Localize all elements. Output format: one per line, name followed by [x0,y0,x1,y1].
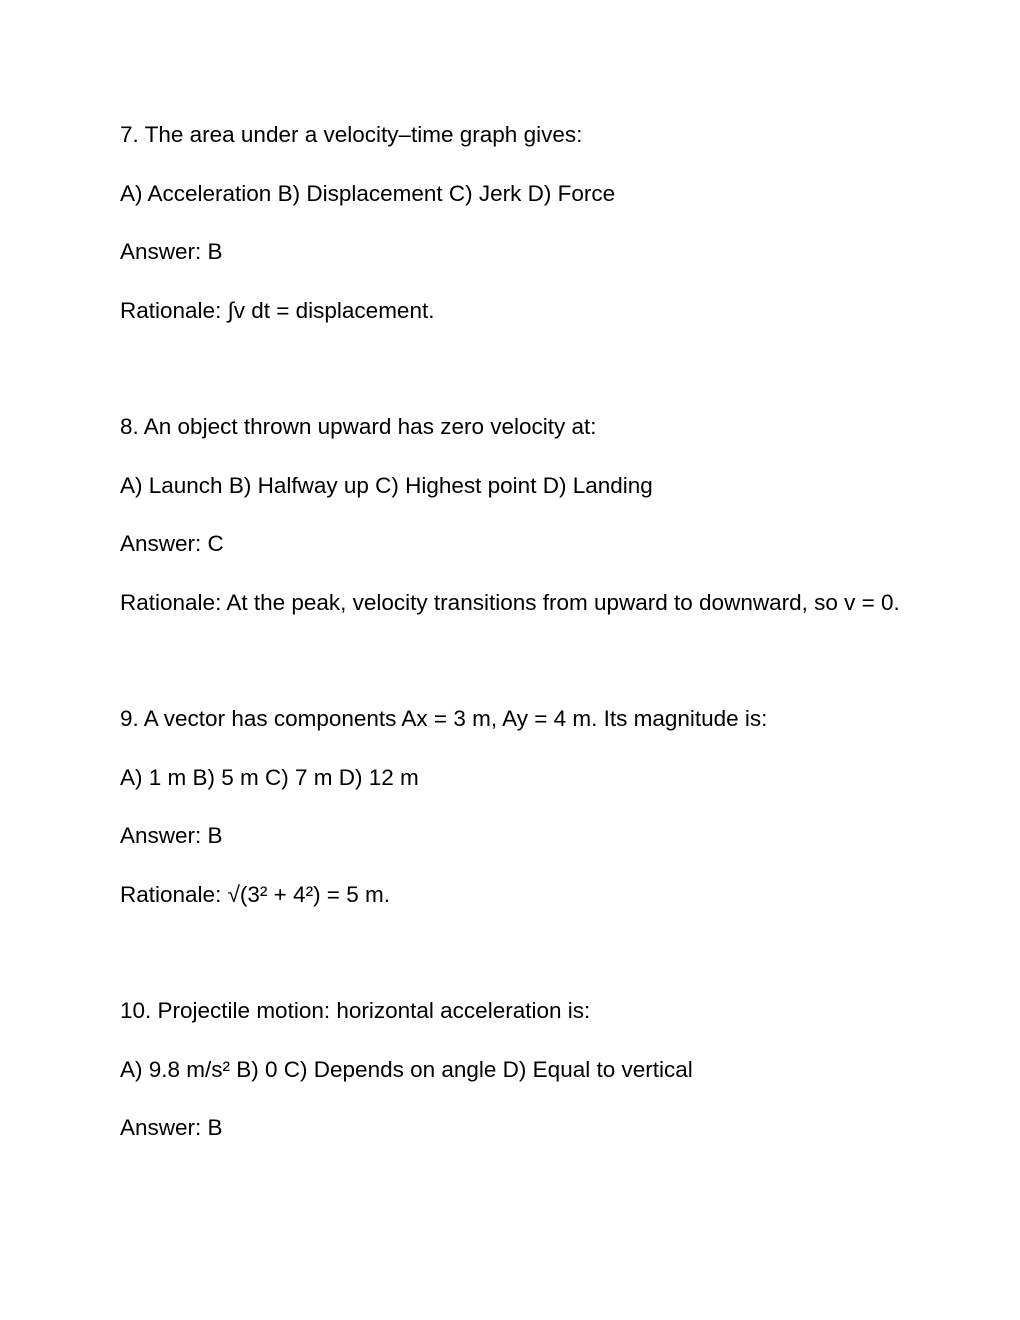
question-spacer [120,352,900,410]
answer-key: Answer: B [120,1115,223,1140]
rationale-text: Rationale: √(3² + 4²) = 5 m. [120,881,390,907]
answer-options: A) 9.8 m/s² B) 0 C) Depends on angle D) Equal to vertical [120,1056,693,1082]
rationale-text: Rationale: At the peak, velocity transitions from upward to downward, so v = 0. [120,589,900,615]
question-prompt: 9. A vector has components Ax = 3 m, Ay = 4 m. Its magnitude is: [120,706,768,731]
rationale-text: Rationale: ∫v dt = displacement. [120,297,435,323]
question-prompt: 8. An object thrown upward has zero velocity at: [120,414,597,439]
question-prompt: 10. Projectile motion: horizontal acceleration is: [120,998,591,1023]
answer-options: A) Acceleration B) Displacement C) Jerk D) Force [120,180,616,206]
document-page [120,118,900,1170]
answer-key: Answer: B [120,239,223,264]
question-spacer [120,644,900,702]
question-prompt: 7. The area under a velocity–time graph gives: [120,122,583,147]
question-spacer [120,936,900,994]
question-10 [120,994,900,1145]
question-7 [120,118,900,328]
answer-key: Answer: C [120,531,224,556]
answer-key: Answer: B [120,823,223,848]
answer-options: A) Launch B) Halfway up C) Highest point D) Landing [120,472,653,498]
question-9 [120,702,900,912]
answer-options: A) 1 m B) 5 m C) 7 m D) 12 m [120,764,419,790]
question-8 [120,410,900,620]
